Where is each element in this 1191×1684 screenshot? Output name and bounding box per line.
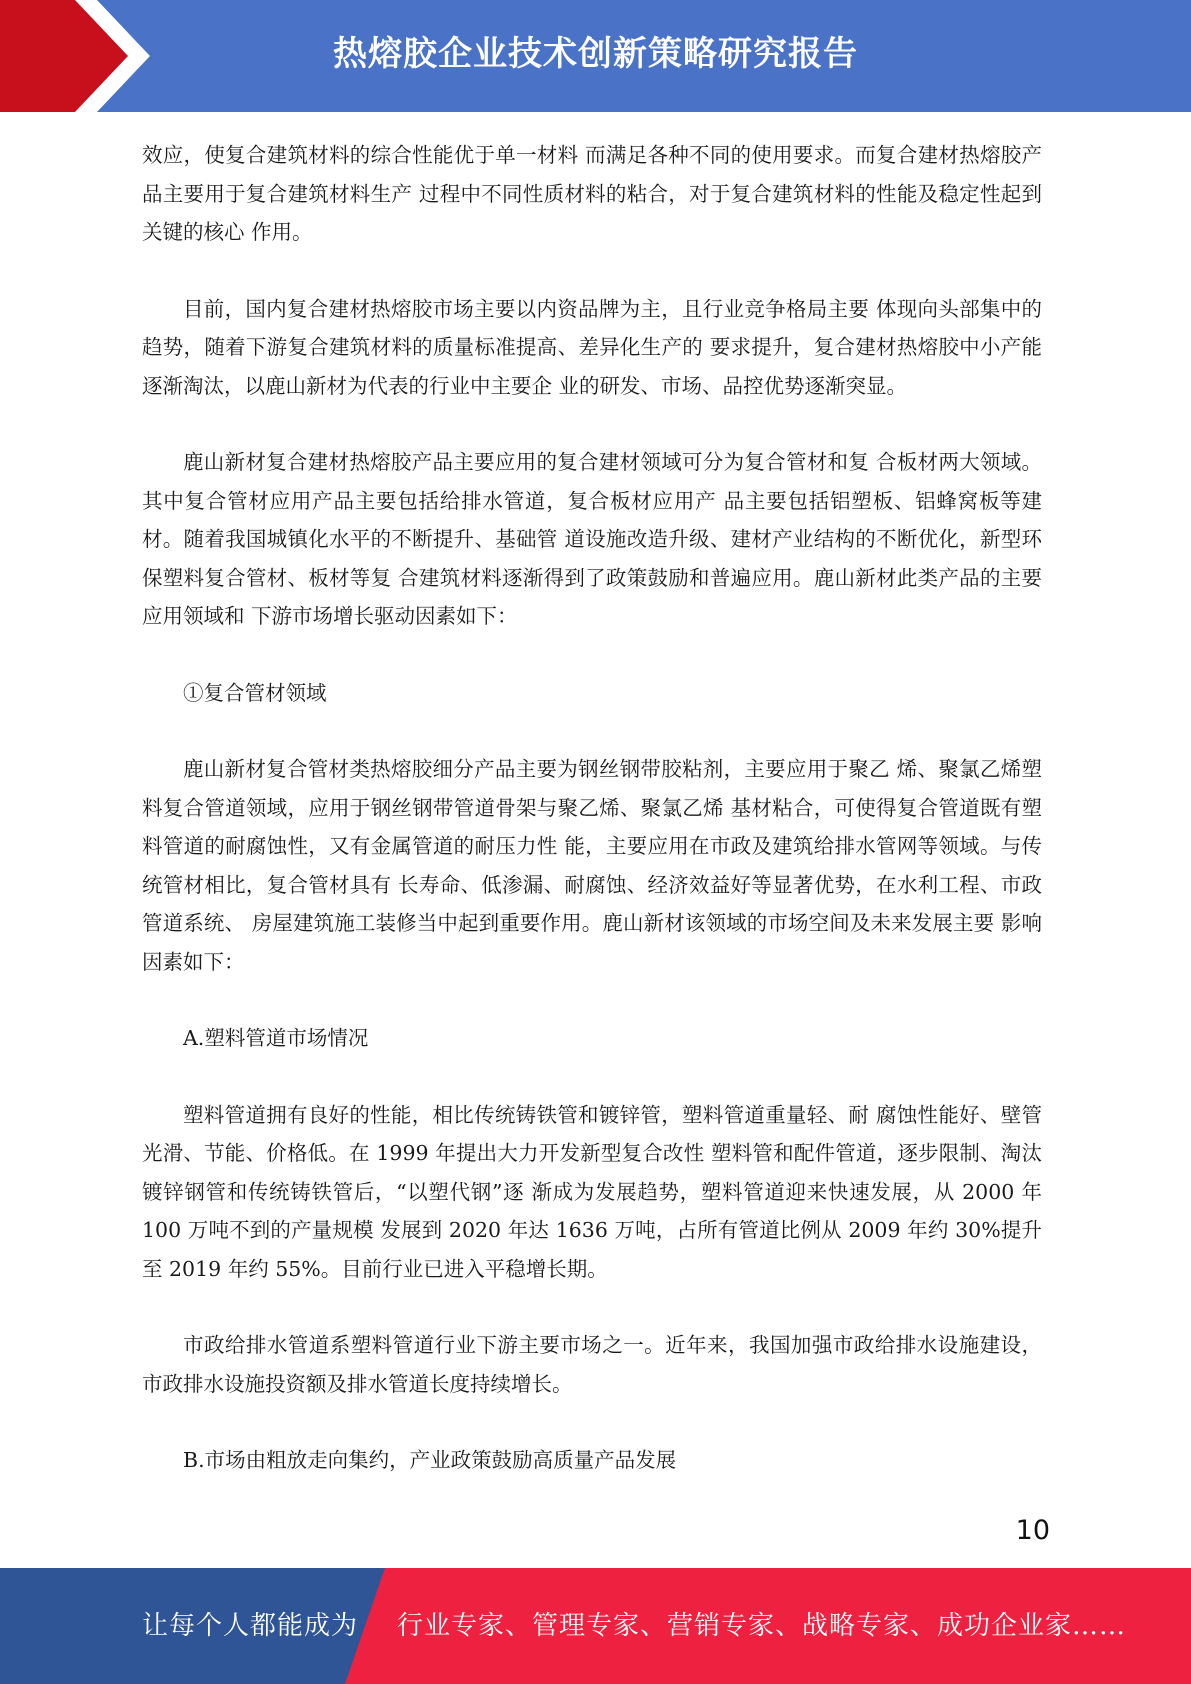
paragraph-2: 目前，国内复合建材热熔胶市场主要以内资品牌为主，且行业竞争格局主要 体现向头部集中的趋势，随着下游复合建筑材料的质量标准提高、差异化生产的 要求提升，复合建材热熔胶中小产能逐渐淘汰，以鹿山新材为代表的行业中主要企 业的研发、市场、品控优势逐渐突显。 [142,296,1042,398]
paragraph-1: 效应，使复合建筑材料的综合性能优于单一材料 而满足各种不同的使用要求。而复合建材热熔胶产品主要用于复合建筑材料生产 过程中不同性质材料的粘合，对于复合建筑材料的性能及稳定性起到关键的核心 作用。 [142,143,1042,244]
subsection-heading-a: A.塑料管道市场情况 [183,1026,369,1050]
footer-slogan-left: 让每个人都能成为 [142,1611,359,1641]
page-header [0,0,1191,112]
footer-slogan-right: 行业专家、管理专家、营销专家、战略专家、成功企业家…… [397,1611,1127,1641]
report-title: 热熔胶企业技术创新策略研究报告 [333,34,858,74]
paragraph-4: 鹿山新材复合管材类热熔胶细分产品主要为钢丝钢带胶粘剂，主要应用于聚乙 烯、聚氯乙烯塑料复合管道领域，应用于钢丝钢带管道骨架与聚乙烯、聚氯乙烯 基材粘合，可使得复合管道既有塑料管道的耐腐蚀性，又有金属管道的耐压力性 能，主要应用在市政及建筑给排水管网等领域。与传统管材相比，复合管材具有 长寿命、低渗漏、耐腐蚀、经济效益好等显著优势，在水利工程、市政管道系统、 房屋建筑施工装修当中起到重要作用。鹿山新材该领域的市场空间及未来发展主要 影响因素如下： [142,757,1042,974]
main-content [142,136,1042,1480]
paragraph-5: 塑料管道拥有良好的性能，相比传统铸铁管和镀锌管，塑料管道重量轻、耐 腐蚀性能好、壁管光滑、节能、价格低。在 1999 年提出大力开发新型复合改性 塑料管和配件管道，逐步限制、淘汰镀锌钢管和传统铸铁管后，“以塑代钢”逐 渐成为发展趋势，塑料管道迎来快速发展，从 2000 年 100 万吨不到的产量规模 发展到 2020 年达 1636 万吨，占所有管道比例从 2009 年约 30%提升至 2019 年约 55%。目前行业已进入平稳增长期。 [142,1102,1042,1281]
paragraph-3: 鹿山新材复合建材热熔胶产品主要应用的复合建材领域可分为复合管材和复 合板材两大领域。其中复合管材应用产品主要包括给排水管道，复合板材应用产 品主要包括铝塑板、铝蜂窝板等建材。随着我国城镇化水平的不断提升、基础管 道设施改造升级、建材产业结构的不断优化，新型环保塑料复合管材、板材等复 合建筑材料逐渐得到了政策鼓励和普遍应用。鹿山新材此类产品的主要应用领域和 下游市场增长驱动因素如下： [142,450,1042,628]
paragraph-6: 市政给排水管道系塑料管道行业下游主要市场之一。近年来，我国加强市政给排水设施建设，市政排水设施投资额及排水管道长度持续增长。 [142,1333,1042,1396]
section-heading-composite-pipe: ①复合管材领域 [183,680,327,705]
subsection-heading-b: B.市场由粗放走向集约，产业政策鼓励高质量产品发展 [183,1448,677,1472]
page-footer [0,1568,1191,1684]
page-number: 10 [1015,1515,1050,1546]
